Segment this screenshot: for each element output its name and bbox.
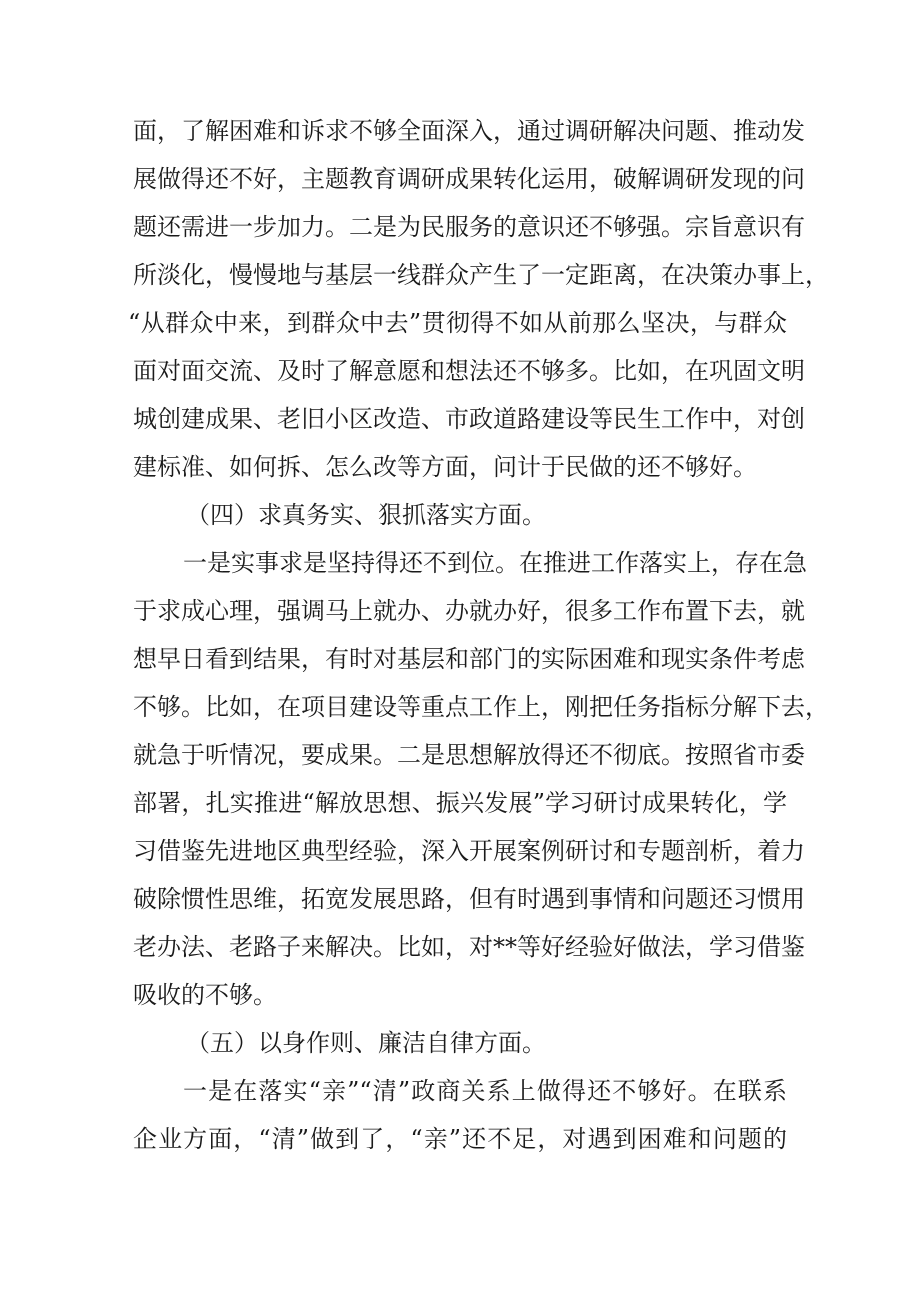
body-line: 企业方面，“清”做到了，“亲”还不足，对遇到困难和问题的 [133, 1125, 787, 1153]
body-line: 破除惯性思维，拓宽发展思路，但有时遇到事情和问题还习惯用 [133, 885, 805, 913]
body-line: 想早日看到结果，有时对基层和部门的实际困难和现实条件考虑 [133, 645, 805, 673]
section-heading: （四）求真务实、狠抓落实方面。 [186, 501, 546, 529]
body-line: 不够。比如，在项目建设等重点工作上，刚把任务指标分解下去， [133, 693, 829, 721]
body-line: 部署，扎实推进“解放思想、振兴发展”学习研讨成果转化，学 [133, 789, 787, 817]
body-line: 吸收的不够。 [133, 981, 277, 1009]
body-line: 题还需进一步加力。二是为民服务的意识还不够强。宗旨意识有 [133, 213, 805, 241]
body-line: “从群众中来，到群众中去”贯彻得不如从前那么坚决，与群众 [128, 309, 787, 337]
body-line: 展做得还不好，主题教育调研成果转化运用，破解调研发现的问 [133, 165, 805, 193]
body-line: 面，了解困难和诉求不够全面深入，通过调研解决问题、推动发 [133, 117, 805, 145]
body-line: 面对面交流、及时了解意愿和想法还不够多。比如，在巩固文明 [133, 357, 805, 385]
section-heading: （五）以身作则、廉洁自律方面。 [186, 1029, 546, 1057]
body-line: 习借鉴先进地区典型经验，深入开展案例研讨和专题剖析，着力 [133, 837, 805, 865]
body-line: 所淡化，慢慢地与基层一线群众产生了一定距离，在决策办事上， [133, 261, 829, 289]
body-line: 建标准、如何拆、怎么改等方面，问计于民做的还不够好。 [133, 453, 757, 481]
body-line: 老办法、老路子来解决。比如，对**等好经验好做法，学习借鉴 [133, 933, 805, 961]
body-line: 于求成心理，强调马上就办、办就办好，很多工作布置下去，就 [133, 597, 805, 625]
body-line: 一是在落实“亲”“清”政商关系上做得还不够好。在联系 [183, 1077, 787, 1105]
body-line: 就急于听情况，要成果。二是思想解放得还不彻底。按照省市委 [133, 741, 805, 769]
body-line: 城创建成果、老旧小区改造、市政道路建设等民生工作中，对创 [133, 405, 805, 433]
body-line: 一是实事求是坚持得还不到位。在推进工作落实上，存在急 [183, 549, 807, 577]
